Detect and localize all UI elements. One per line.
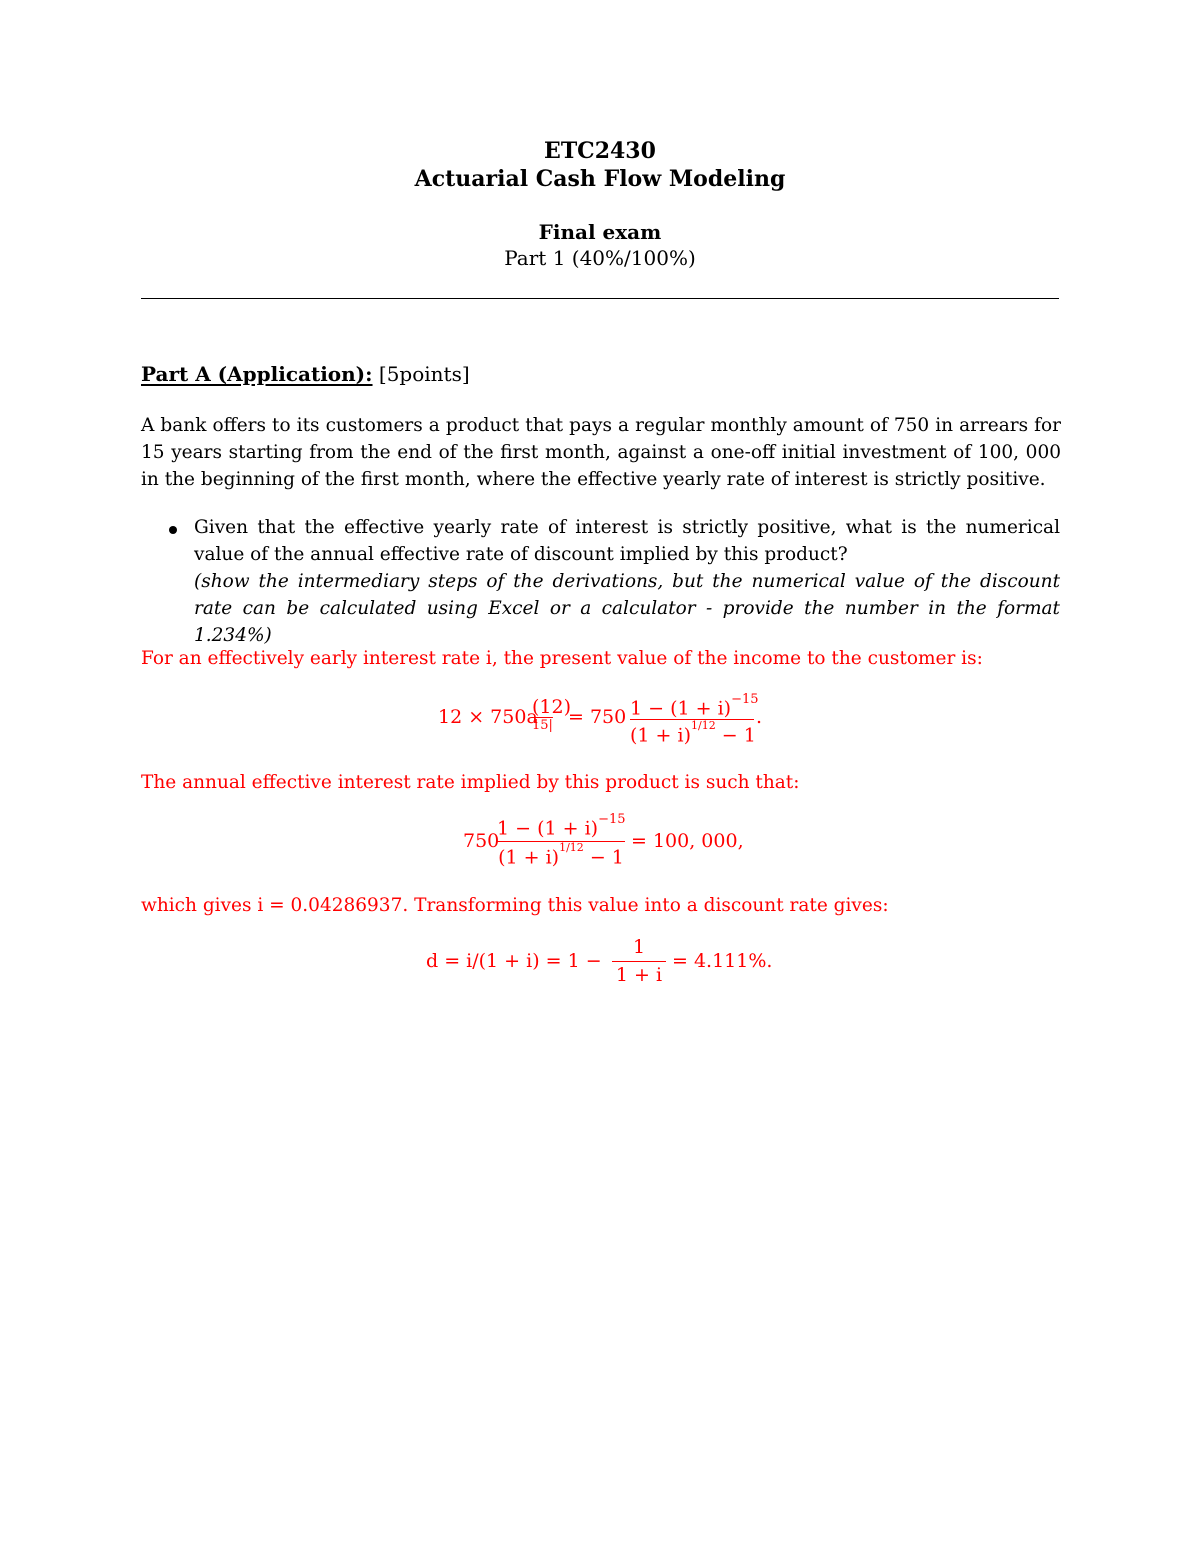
course-title: Actuarial Cash Flow Modeling: [414, 166, 786, 192]
equation-discount-rate: [426, 936, 786, 992]
answer-line-2: The annual effective interest rate implied by this product is such that:: [141, 772, 800, 793]
part-a-heading: [141, 362, 470, 386]
eq1-fraction: [630, 692, 759, 756]
eq2-rhs: = 100, 000,: [631, 830, 744, 852]
eq1-equals: = 750: [568, 706, 627, 728]
header-divider: [141, 298, 1059, 299]
eq2-lead: 750: [463, 830, 500, 852]
answer-line-3: which gives i = 0.04286937. Transforming this value into a discount rate gives:: [141, 895, 889, 916]
eq1-den-exp: 1/12: [691, 719, 716, 732]
equation-interest-rate: [463, 812, 753, 876]
eq2-den-tail: − 1: [589, 846, 624, 869]
answer-line-1: For an effectively early interest rate i, the present value of the income to the customer is:: [141, 648, 983, 669]
eq2-num-exp: −15: [598, 812, 626, 827]
eq3-fraction: [612, 936, 666, 992]
eq1-lhs: 12 × 750a: [438, 706, 538, 728]
course-code: ETC2430: [544, 138, 656, 164]
part-a-points: [5points]: [378, 362, 470, 386]
eq1-den-tail: − 1: [721, 724, 756, 747]
equation-present-value: [438, 692, 768, 756]
eq3-denominator: 1 + i: [615, 964, 663, 986]
eq2-numerator: 1 − (1 + i): [497, 817, 599, 840]
eq3-lhs: d = i/(1 + i) = 1 −: [426, 950, 602, 972]
eq2-den-exp: 1/12: [559, 841, 584, 854]
eq3-numerator: 1: [632, 936, 646, 958]
bullet-icon: [169, 526, 177, 534]
question-text: Given that the effective yearly rate of interest is strictly positive, what is the numerical value of the annual effective rate of discount implied by this product?: [194, 517, 1060, 565]
exam-title: Final exam: [538, 220, 662, 244]
part-a-title: Part A (Application):: [141, 362, 373, 386]
eq1-sup: (12): [532, 696, 572, 718]
eq1-numerator: 1 − (1 + i): [630, 697, 732, 720]
eq2-denominator: (1 + i): [498, 846, 560, 869]
exam-part: Part 1 (40%/100%): [504, 246, 696, 270]
eq3-fraction-bar: [612, 961, 666, 962]
eq1-sub: 15|: [532, 718, 553, 733]
eq3-rhs: = 4.111%.: [672, 950, 773, 972]
eq1-num-exp: −15: [731, 692, 759, 707]
eq1-end: .: [756, 706, 763, 728]
eq2-fraction: [497, 812, 626, 876]
question-instructions: (show the intermediary steps of the derivations, but the numerical value of the discount rate can be calculated using Excel or a calculator - provide the number in the format 1.234%): [194, 571, 1060, 646]
problem-statement: A bank offers to its customers a product that pays a regular monthly amount of 750 in arrears for 15 years starting from the end of the first month, against a one-off initial investment of 100, 000 in the beginning of the first month, where the effective yearly rate of interest is strictly positive.: [141, 415, 1061, 490]
eq1-denominator: (1 + i): [630, 724, 691, 747]
